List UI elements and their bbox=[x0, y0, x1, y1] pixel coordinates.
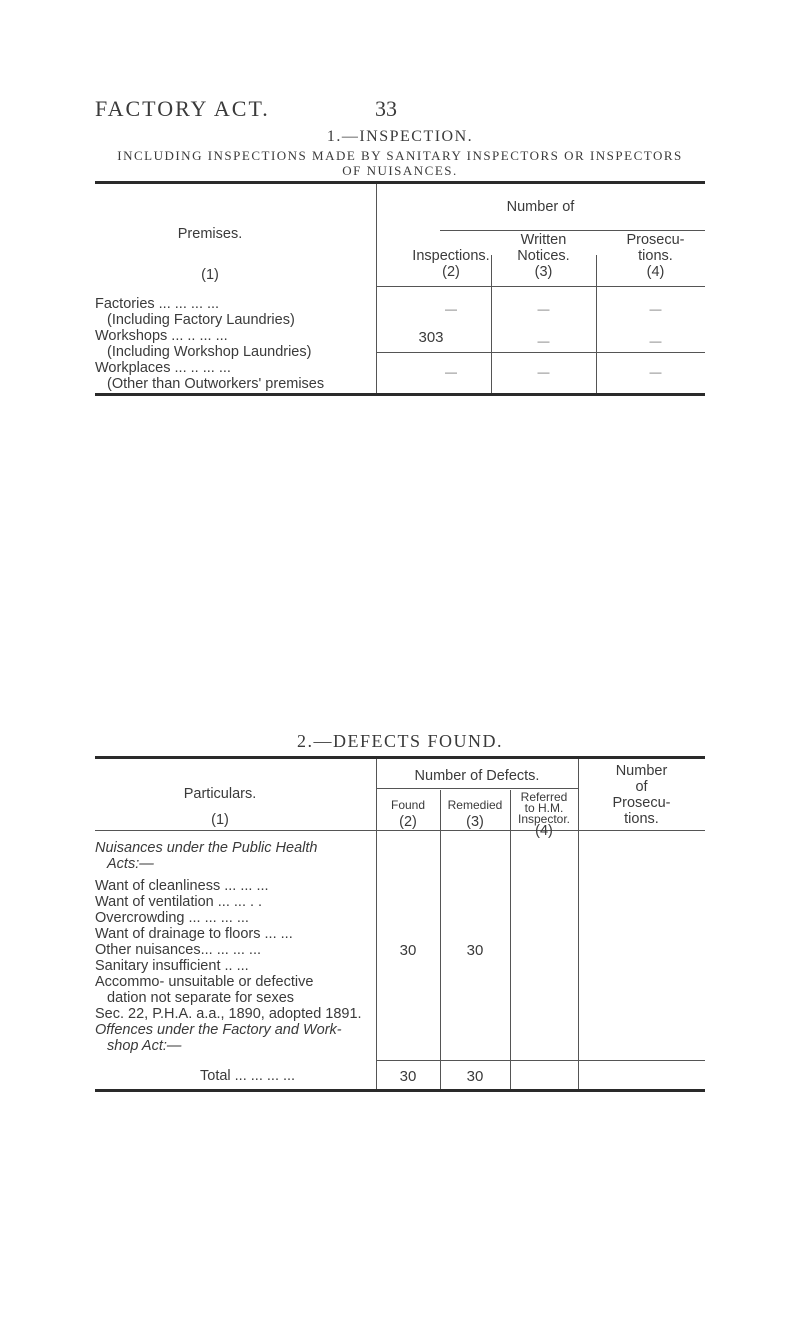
row-workshops-notices: — bbox=[537, 334, 550, 348]
col-remedied: Remedied bbox=[447, 798, 503, 812]
col-referred-num: (4) bbox=[535, 823, 553, 839]
table1-subhead-rule bbox=[440, 230, 705, 231]
table2-total-rule bbox=[376, 1060, 705, 1061]
row-workshops-label: Workshops ... .. ... ... bbox=[95, 328, 228, 344]
particular-line-13: shop Act:— bbox=[107, 1038, 182, 1054]
col-referred-2: to H.M. bbox=[524, 801, 564, 815]
particular-line-6: Want of drainage to floors ... ... bbox=[95, 926, 293, 942]
table2-total-label: Total ... ... ... ... bbox=[200, 1068, 296, 1084]
particular-line-7: Other nuisances... ... ... ... bbox=[95, 942, 262, 958]
table2-bottom-rule bbox=[95, 1089, 705, 1092]
col-written-1: Written bbox=[520, 232, 567, 248]
col-number-2: of bbox=[635, 779, 648, 795]
row-factories-prosecutions: — bbox=[649, 302, 662, 316]
found-value: 30 bbox=[399, 942, 417, 959]
row-workplaces-notices: — bbox=[537, 365, 550, 379]
col-number-of: Number of bbox=[506, 199, 575, 215]
col-particulars: Particulars. bbox=[183, 786, 257, 802]
remedied-value: 30 bbox=[466, 942, 484, 959]
particular-line-10: dation not separate for sexes bbox=[107, 990, 295, 1006]
col-prosecu-1: Prosecu- bbox=[626, 232, 685, 248]
col-premises-num: (1) bbox=[201, 267, 219, 283]
running-title: FACTORY ACT. bbox=[95, 96, 270, 121]
row-workplaces-inspections: — bbox=[445, 365, 457, 379]
col-premises: Premises. bbox=[177, 226, 243, 242]
col-inspections: Inspections. bbox=[412, 248, 490, 264]
row-workshops-inspections: 303 bbox=[418, 329, 444, 346]
col-prosecu-2: tions. bbox=[638, 248, 673, 264]
col-found-num: (2) bbox=[399, 814, 417, 830]
col-found: Found bbox=[390, 798, 426, 812]
row-factories-notices: — bbox=[537, 302, 550, 316]
particular-line-12: Offences under the Factory and Work- bbox=[95, 1022, 342, 1038]
col-referred-3: Inspector. bbox=[517, 812, 571, 826]
row-factories-sub: (Including Factory Laundries) bbox=[107, 312, 295, 328]
row-factories-inspections: — bbox=[445, 302, 457, 316]
row-factories-label: Factories ... ... ... ... bbox=[95, 296, 220, 312]
section1-subtitle-line1: INCLUDING INSPECTIONS MADE BY SANITARY INSPECTORS OR INSPECTORS bbox=[117, 148, 683, 163]
col-number-1: Number bbox=[615, 763, 668, 779]
col-inspections-num: (2) bbox=[442, 264, 460, 280]
particular-line-1: Nuisances under the Public Health bbox=[95, 840, 318, 856]
table2-total-found: 30 bbox=[399, 1068, 417, 1085]
table2-vline-2 bbox=[440, 790, 441, 1089]
table1-total-rule bbox=[376, 352, 705, 353]
particular-line-8: Sanitary insufficient .. ... bbox=[95, 958, 249, 974]
table2-subhead-rule bbox=[376, 788, 578, 789]
row-workplaces-prosecutions: — bbox=[649, 365, 662, 379]
section1-subtitle-line2: OF NUISANCES. bbox=[342, 163, 458, 178]
table1-vline-1 bbox=[376, 184, 377, 393]
col-remedied-num: (3) bbox=[466, 814, 484, 830]
table2-total-remedied: 30 bbox=[466, 1068, 484, 1085]
col-referred-1: Referred bbox=[520, 790, 568, 804]
col-particulars-num: (1) bbox=[211, 812, 229, 828]
section2-title: 2.—DEFECTS FOUND. bbox=[296, 731, 504, 751]
table1-top-rule bbox=[95, 181, 705, 184]
page-header bbox=[95, 96, 655, 126]
col-number-defects: Number of Defects. bbox=[414, 768, 540, 784]
particular-line-11: Sec. 22, P.H.A. a.a., 1890, adopted 1891. bbox=[95, 1006, 362, 1022]
row-workplaces-sub-1: (Other than Outworkers' premises bbox=[107, 376, 325, 392]
particular-line-5: Overcrowding ... ... ... ... bbox=[95, 910, 249, 926]
section1-subtitle bbox=[0, 148, 800, 178]
page-number: 33 bbox=[375, 96, 397, 121]
col-number-3: Prosecu- bbox=[612, 795, 671, 811]
table2-top-rule bbox=[95, 756, 705, 759]
col-written-2: Notices. bbox=[517, 248, 570, 264]
col-number-4: tions. bbox=[624, 811, 659, 827]
particular-line-4: Want of ventilation ... ... . . bbox=[95, 894, 263, 910]
particular-line-2: Acts:— bbox=[107, 856, 154, 872]
table1-head-rule bbox=[376, 286, 705, 287]
col-prosecu-num: (4) bbox=[646, 264, 665, 280]
row-workshops-prosecutions: — bbox=[649, 334, 662, 348]
row-workplaces-label: Workplaces ... .. ... ... bbox=[95, 360, 231, 376]
table1-vline-3 bbox=[596, 255, 597, 393]
col-written-num: (3) bbox=[534, 264, 553, 280]
section1-title: 1.—INSPECTION. bbox=[326, 128, 474, 145]
table1-bottom-rule bbox=[95, 393, 705, 396]
table2-head-rule bbox=[95, 830, 705, 831]
particular-line-9: Accommo- unsuitable or defective bbox=[95, 974, 314, 990]
particular-line-3: Want of cleanliness ... ... ... bbox=[95, 878, 269, 894]
row-workshops-sub: (Including Workshop Laundries) bbox=[107, 344, 312, 360]
